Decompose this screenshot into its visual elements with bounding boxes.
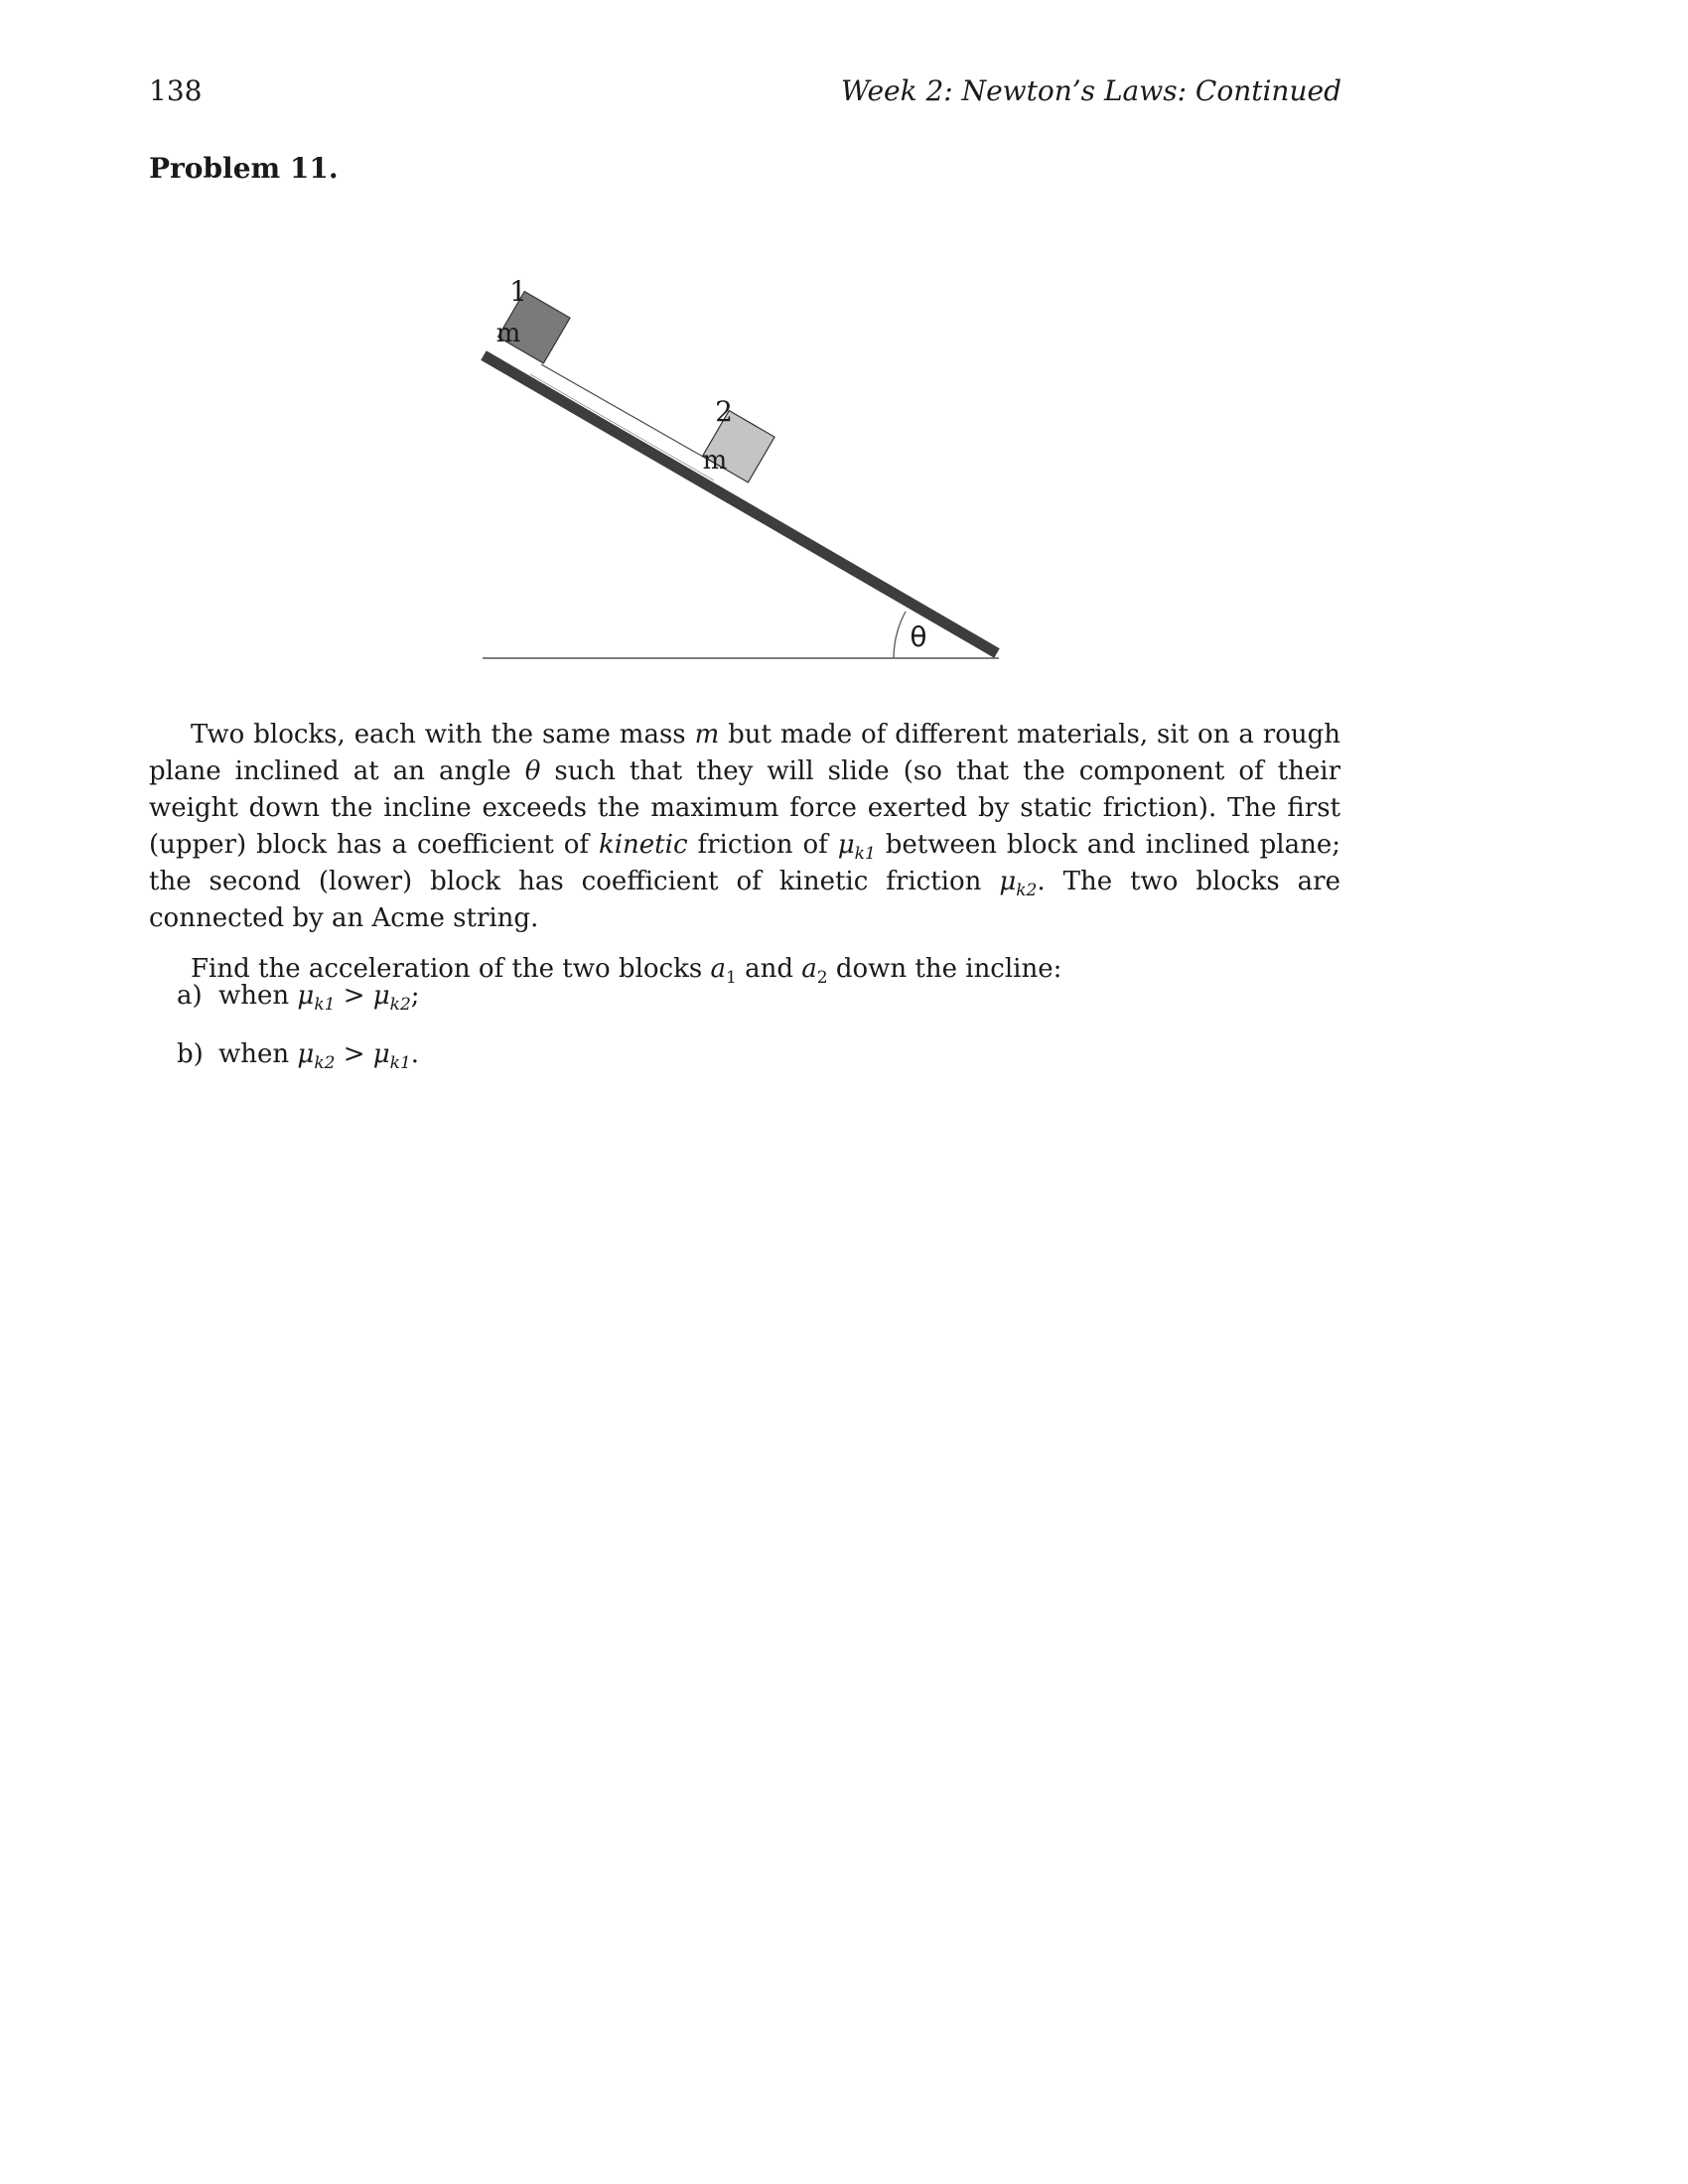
angle-arc: [894, 612, 906, 658]
incline-plank: [484, 355, 997, 653]
text-span: when: [218, 1039, 298, 1069]
text-span: and: [736, 954, 802, 984]
part-label: a): [177, 981, 203, 1011]
angle-label: θ: [910, 620, 927, 653]
mu-symbol: μ: [372, 1039, 390, 1069]
block-2-mass-label: m: [702, 446, 728, 476]
accel-symbol: a: [710, 954, 726, 984]
text-span: Two blocks, each with the same mass: [191, 720, 695, 750]
page-number: 138: [149, 74, 203, 107]
text-span: friction of: [687, 830, 838, 860]
block-1-number-label: 1: [509, 275, 527, 308]
text-span: between block and inclined plane; the second (lower) block has coefficient of kinetic friction: [149, 830, 1340, 896]
mu-subscript: k1: [314, 995, 336, 1016]
problem-parts: [177, 978, 420, 1095]
problem-paragraph: [149, 717, 1340, 937]
kinetic-emphasis: kinetic: [598, 830, 688, 860]
problem-statement: [149, 717, 1340, 1002]
text-span: . The two blocks are connected by an Acme string.: [149, 867, 1340, 933]
part-b: [177, 1036, 420, 1073]
accel-subscript: 2: [816, 968, 828, 989]
operator: >: [335, 1039, 373, 1069]
part-a: [177, 978, 420, 1015]
accel-symbol: a: [801, 954, 817, 984]
mu-symbol: μ: [372, 981, 390, 1011]
mu-symbol: μ: [999, 867, 1017, 896]
mu-subscript: k1: [389, 1053, 411, 1074]
part-label: b): [177, 1039, 204, 1069]
theta-symbol: θ: [524, 756, 541, 786]
text-span: such that they will slide (so that the component of their weight down the incline exceeds the maximum force exerted by static friction). The first (upper) block has a coefficient of: [149, 756, 1340, 860]
block-1-mass-label: m: [495, 319, 521, 348]
accel-subscript: 1: [725, 968, 737, 989]
incline-figure: [467, 263, 1023, 670]
mass-symbol: m: [694, 720, 720, 750]
punctuation: ;: [410, 981, 420, 1011]
connecting-string-lower: [530, 374, 714, 480]
mu-subscript: k2: [314, 1053, 336, 1074]
mu-symbol: μ: [837, 830, 855, 860]
mu-subscript: k1: [854, 844, 876, 865]
mu-subscript: k2: [1016, 881, 1038, 901]
incline-diagram: [467, 263, 1023, 670]
text-span: down the incline:: [827, 954, 1062, 984]
block-2-number-label: 2: [715, 395, 733, 428]
punctuation: .: [410, 1039, 420, 1069]
connecting-string: [541, 364, 724, 469]
problem-heading: Problem 11.: [149, 152, 339, 185]
text-span: when: [218, 981, 298, 1011]
mu-symbol: μ: [297, 981, 315, 1011]
running-head: Week 2: Newton’s Laws: Continued: [840, 74, 1341, 107]
text-span: but made of different materials, sit on a rough plane inclined at an angle: [149, 720, 1340, 786]
operator: >: [335, 981, 373, 1011]
mu-subscript: k2: [389, 995, 411, 1016]
mu-symbol: μ: [297, 1039, 315, 1069]
text-span: Find the acceleration of the two blocks: [191, 954, 711, 984]
